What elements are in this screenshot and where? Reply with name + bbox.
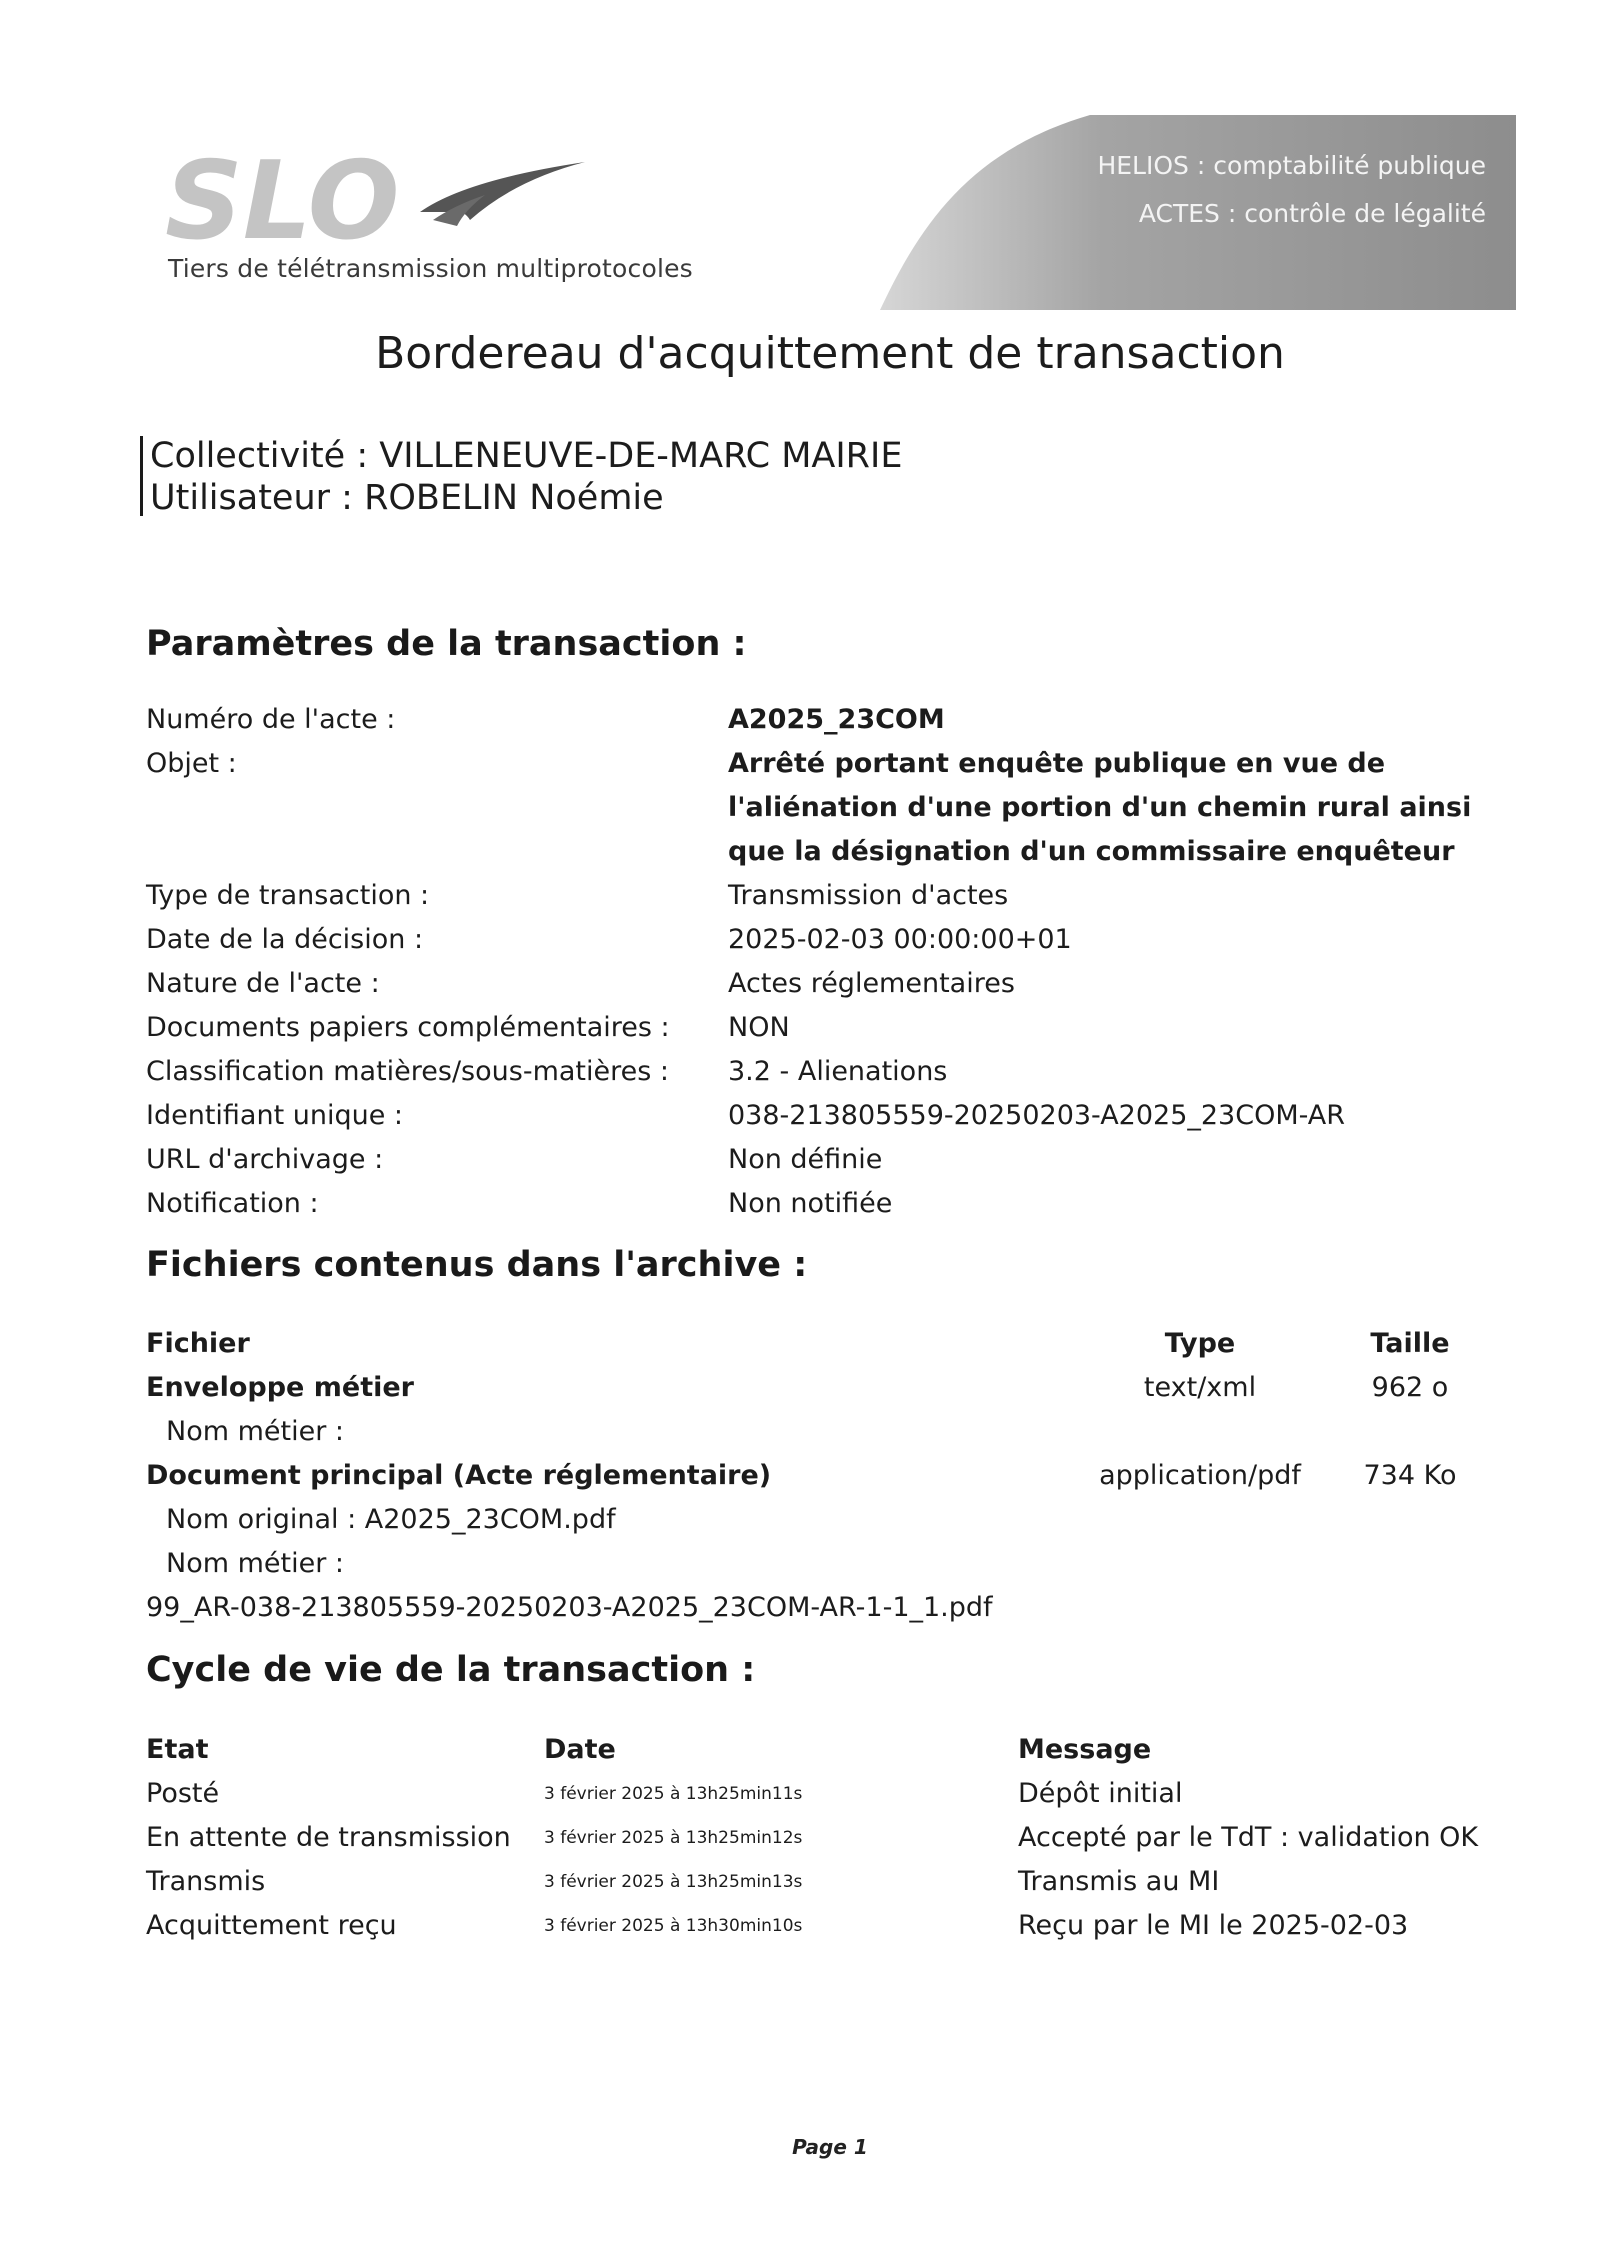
- envelope-nom-metier: Nom métier :: [166, 1416, 344, 1447]
- main-doc-nom-original: Nom original : A2025_23COM.pdf: [166, 1504, 616, 1535]
- cycle-etat: Posté: [146, 1778, 220, 1809]
- cycle-header-row: [146, 1726, 1506, 1770]
- cycle-row: [146, 1902, 1506, 1946]
- param-label: Type de transaction :: [146, 880, 430, 911]
- cycle-col-message: Message: [1018, 1734, 1152, 1765]
- cycle-etat: Transmis: [146, 1866, 266, 1897]
- envelope-name: Enveloppe métier: [146, 1372, 414, 1403]
- param-label: Numéro de l'acte :: [146, 704, 396, 735]
- cycle-date: 3 février 2025 à 13h25min11s: [544, 1784, 803, 1804]
- param-value: NON: [728, 1012, 790, 1043]
- envelope-size: 962 o: [1371, 1372, 1449, 1403]
- slo-logo-text: SLO: [165, 150, 400, 250]
- cycle-row: [146, 1770, 1506, 1814]
- cycle-date: 3 février 2025 à 13h25min13s: [544, 1872, 803, 1892]
- cycle-message: Accepté par le TdT : validation OK: [1018, 1822, 1479, 1853]
- files-col-type: Type: [1164, 1328, 1236, 1359]
- main-doc-nom-metier: Nom métier :: [166, 1548, 344, 1579]
- section-files-heading: Fichiers contenus dans l'archive :: [146, 1245, 808, 1285]
- files-col-file: Fichier: [146, 1328, 250, 1359]
- cycle-col-etat: Etat: [146, 1734, 209, 1765]
- collectivite: Collectivité : VILLENEUVE-DE-MARC MAIRIE: [150, 436, 903, 476]
- param-value: Transmission d'actes: [728, 880, 1009, 911]
- param-label: Date de la décision :: [146, 924, 424, 955]
- param-label: Nature de l'acte :: [146, 968, 380, 999]
- divider: [140, 436, 143, 516]
- cycle-col-date: Date: [544, 1734, 616, 1765]
- cycle-message: Reçu par le MI le 2025-02-03: [1018, 1910, 1409, 1941]
- envelope-type: text/xml: [1143, 1372, 1257, 1403]
- utilisateur: Utilisateur : ROBELIN Noémie: [150, 478, 664, 518]
- cycle-etat: Acquittement reçu: [146, 1910, 397, 1941]
- files-col-size: Taille: [1370, 1328, 1450, 1359]
- cycle-message: Transmis au MI: [1018, 1866, 1220, 1897]
- param-value: 3.2 - Alienations: [728, 1056, 948, 1087]
- param-label: Classification matières/sous-matières :: [146, 1056, 669, 1087]
- main-doc-size: 734 Ko: [1363, 1460, 1457, 1491]
- cycle-etat: En attente de transmission: [146, 1822, 511, 1853]
- param-label: Documents papiers complémentaires :: [146, 1012, 670, 1043]
- page-number: Page 1: [792, 2135, 868, 2159]
- section-cycle-heading: Cycle de vie de la transaction :: [146, 1650, 756, 1690]
- swoosh-icon: [420, 162, 585, 220]
- cycle-row: [146, 1814, 1506, 1858]
- param-label: Identifiant unique :: [146, 1100, 404, 1131]
- cycle-date: 3 février 2025 à 13h25min12s: [544, 1828, 803, 1848]
- helios-actes-banner: [880, 115, 1516, 310]
- page-title: Bordereau d'acquittement de transaction: [375, 328, 1285, 379]
- main-doc-type: application/pdf: [1099, 1460, 1301, 1491]
- param-value: 2025-02-03 00:00:00+01: [728, 924, 1072, 955]
- param-value: Actes réglementaires: [728, 968, 1015, 999]
- banner-helios: HELIOS : comptabilité publique: [1097, 151, 1486, 180]
- banner-actes: ACTES : contrôle de légalité: [1138, 199, 1486, 228]
- main-doc-name: Document principal (Acte réglementaire): [146, 1460, 772, 1491]
- param-label: Objet :: [146, 748, 237, 779]
- tagline: Tiers de télétransmission multiprotocoles: [168, 254, 693, 283]
- param-value: Non définie: [728, 1144, 883, 1175]
- param-value: 038-213805559-20250203-A2025_23COM-AR: [728, 1100, 1346, 1131]
- main-doc-nom-metier-value: 99_AR-038-213805559-20250203-A2025_23COM-AR-1-1_1.pdf: [146, 1592, 993, 1623]
- param-value: A2025_23COM: [728, 704, 945, 735]
- section-params-heading: Paramètres de la transaction :: [146, 624, 747, 664]
- param-label: Notification :: [146, 1188, 319, 1219]
- param-value: Non notifiée: [728, 1188, 893, 1219]
- cycle-message: Dépôt initial: [1018, 1778, 1183, 1809]
- slo-logo: [165, 150, 605, 250]
- param-value: Arrêté portant enquête publique en vue de l'aliénation d'une portion d'un chemin rural ainsi que la désignation d'un commissaire enquêteur: [728, 748, 1472, 867]
- cycle-date: 3 février 2025 à 13h30min10s: [544, 1916, 803, 1936]
- param-label: URL d'archivage :: [146, 1144, 384, 1175]
- cycle-row: [146, 1858, 1506, 1902]
